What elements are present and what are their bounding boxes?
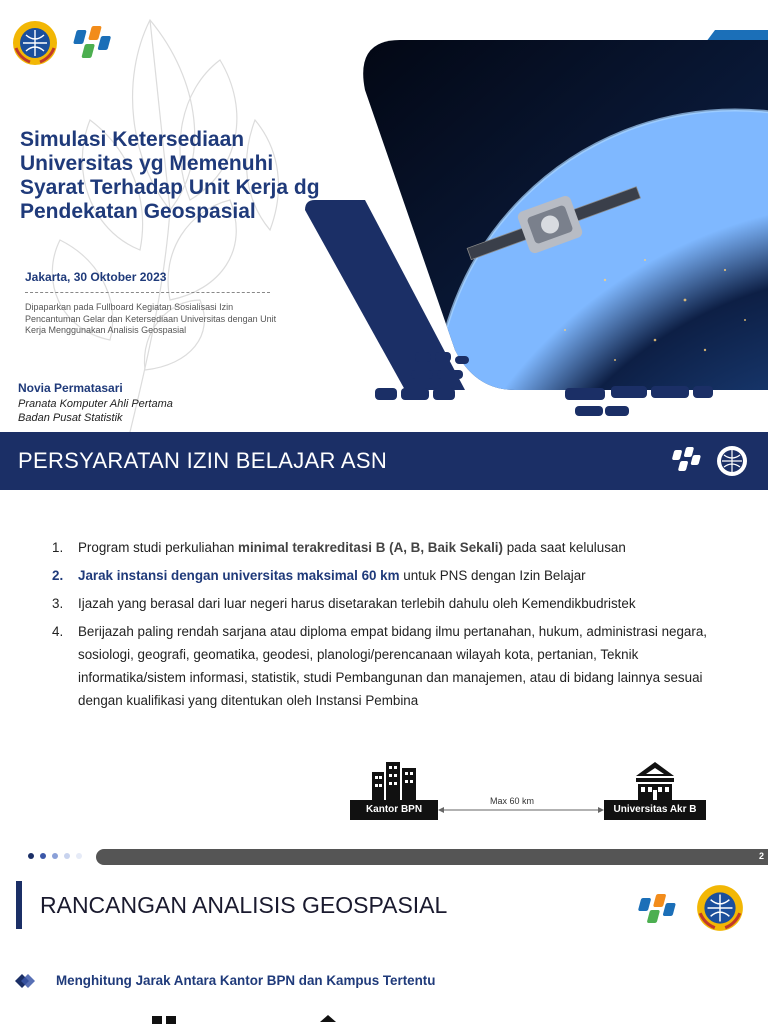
university-building-icon xyxy=(632,760,678,800)
requirements-slide xyxy=(0,432,768,872)
author-organization: Badan Pusat Statistik xyxy=(18,412,123,424)
bps-logo-icon xyxy=(670,444,706,478)
item-text-part: untuk PNS dengan Izin Belajar xyxy=(399,568,586,583)
slide-header-banner xyxy=(0,432,768,490)
presentation-date: Jakarta, 30 Oktober 2023 xyxy=(25,270,167,284)
distance-diagram xyxy=(350,760,710,830)
title-accent-bar xyxy=(16,881,22,929)
slide-title: RANCANGAN ANALISIS GEOSPASIAL xyxy=(40,892,448,918)
item-number: 3. xyxy=(52,596,64,611)
atr-bpn-logo-icon xyxy=(10,18,60,68)
item-text xyxy=(78,536,732,559)
slide-title: PERSYARATAN IZIN BELAJAR ASN xyxy=(18,448,388,473)
item-text-part: pada saat kelulusan xyxy=(502,540,626,555)
list-item xyxy=(52,592,732,615)
footer-bar xyxy=(96,849,768,865)
header-logos xyxy=(636,882,746,934)
progress-dot xyxy=(76,853,82,859)
slide-progress-dots xyxy=(28,853,82,859)
item-number: 4. xyxy=(52,624,64,639)
item-highlight: Jarak instansi dengan universitas maksimal 60 km xyxy=(78,568,400,583)
list-item xyxy=(52,536,732,559)
bps-logo-icon xyxy=(636,888,686,928)
item-text: Ijazah yang berasal dari luar negeri harus disetarakan terlebih dahulu oleh Kemendikbudristek xyxy=(78,596,636,611)
geospatial-analysis-slide xyxy=(0,872,768,1024)
diamond-bullet-icon xyxy=(15,974,37,988)
office-building-icon xyxy=(150,1016,180,1024)
bpn-office-label: Kantor BPN xyxy=(350,800,438,820)
distance-label: Max 60 km xyxy=(490,796,535,806)
progress-dot xyxy=(40,853,46,859)
author-role: Pranata Komputer Ahli Pertama xyxy=(18,398,173,410)
header-logos xyxy=(10,18,122,68)
progress-dot xyxy=(64,853,70,859)
page-number: 2 xyxy=(758,851,764,861)
presentation-title: Simulasi Ketersediaan Universitas yg Memenuhi Syarat Terhadap Unit Kerja dg Pendekatan Geospasial xyxy=(20,128,320,223)
university-building-icon xyxy=(318,1015,338,1024)
list-item xyxy=(52,620,732,712)
atr-bpn-logo-icon xyxy=(714,444,750,478)
divider xyxy=(25,292,270,293)
author-details xyxy=(18,397,173,425)
item-text xyxy=(78,564,732,587)
item-number: 1. xyxy=(52,540,64,555)
satellite-earth-image xyxy=(305,30,768,432)
item-emphasis: minimal terakreditasi B (A, B, Baik Sekali) xyxy=(238,540,503,555)
bps-logo-icon xyxy=(72,18,122,68)
title-slide xyxy=(0,0,768,432)
progress-dot xyxy=(52,853,58,859)
item-number: 2. xyxy=(52,568,64,583)
item-text: Berijazah paling rendah sarjana atau diploma empat bidang ilmu pertanahan, hukum, administrasi negara, sosiologi, geografi, geomatika, geodesi, planologi/perencanaan wilayah kota, pertanian, Teknik informatika/sistem informasi, statistik, studi Pembangunan dan manajemen, atau di bidang lainnya sesuai dengan kualifikasi yang ditentukan oleh Instansi Pembina xyxy=(78,624,708,708)
list-item xyxy=(52,564,732,587)
header-logos xyxy=(670,444,750,478)
office-building-icon xyxy=(370,760,418,800)
requirements-list xyxy=(52,536,732,717)
presentation-description: Dipaparkan pada Fullboard Kegiatan Sosialisasi Izin Pencantuman Gelar dan Ketersediaan Universitas dengan Unit Kerja Menggunakan Analisis Geospasial xyxy=(25,302,277,335)
university-label: Universitas Akr B xyxy=(604,800,706,820)
item-text-part: Program studi perkuliahan xyxy=(78,540,239,555)
atr-bpn-logo-icon xyxy=(694,882,746,934)
author-name: Novia Permatasari xyxy=(18,381,123,395)
progress-dot xyxy=(28,853,34,859)
section-subtitle: Menghitung Jarak Antara Kantor BPN dan Kampus Tertentu xyxy=(56,973,436,988)
